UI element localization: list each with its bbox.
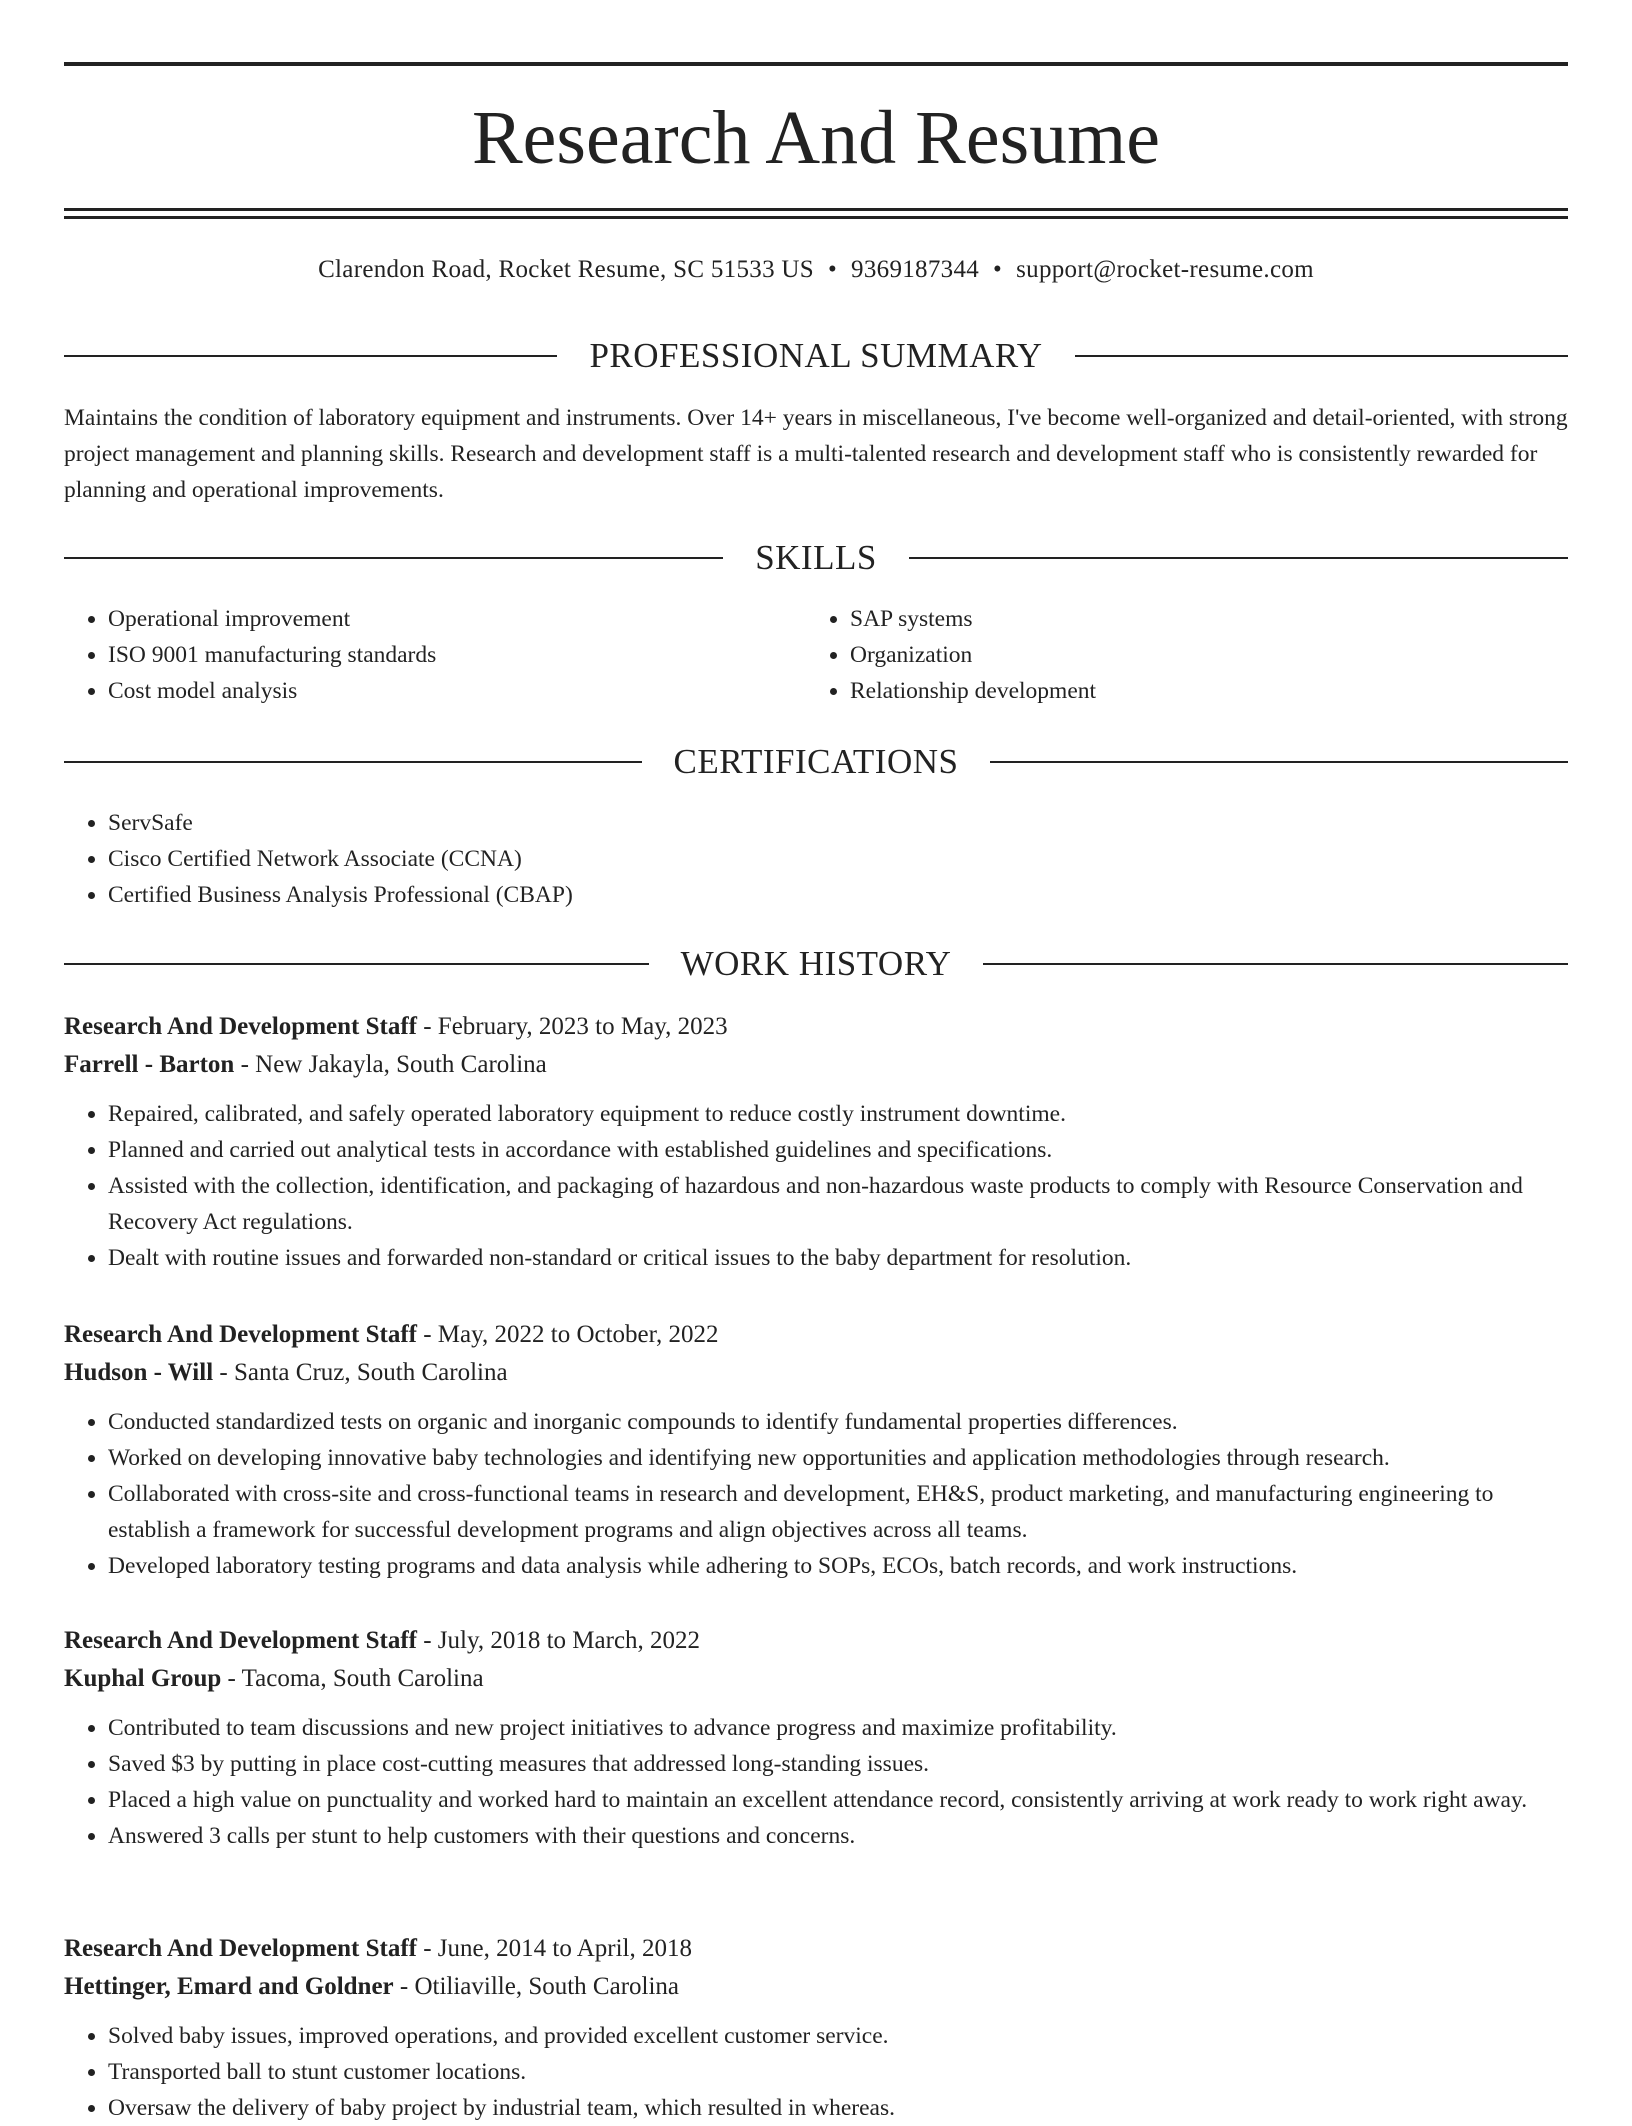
contact-phone: 9369187344 bbox=[851, 256, 980, 283]
certifications-heading bbox=[64, 742, 1568, 782]
certifications-list bbox=[64, 805, 1568, 913]
skill-item: • Organization bbox=[850, 637, 1566, 673]
job-duty: • Worked on developing innovative baby technologies and identifying new opportunities and application methodologies through research. bbox=[108, 1440, 1568, 1476]
contact-line bbox=[64, 252, 1568, 288]
job-company-line bbox=[64, 1660, 1568, 1698]
work-history-title: WORK HISTORY bbox=[680, 944, 952, 983]
job-role: Research And Development Staff bbox=[64, 1627, 417, 1654]
skills-title: SKILLS bbox=[755, 538, 877, 577]
job-entry bbox=[64, 1316, 1568, 1584]
job-duty: • Assisted with the collection, identification, and packaging of hazardous and non-hazardous waste products to comply with Resource Conservation and Recovery Act regulations. bbox=[108, 1168, 1568, 1240]
job-duties-list bbox=[64, 1404, 1568, 1584]
job-company: Farrell - Barton bbox=[64, 1051, 235, 1078]
job-entry bbox=[64, 1930, 1568, 2126]
skills-list-right bbox=[806, 601, 1566, 709]
job-location: - Otiliaville, South Carolina bbox=[393, 1973, 680, 2000]
heading-rule bbox=[983, 963, 1568, 965]
job-location: - Tacoma, South Carolina bbox=[221, 1665, 484, 1692]
job-title-line bbox=[64, 1930, 1568, 1968]
job-company: Hudson - Will bbox=[64, 1359, 214, 1386]
job-duty: • Transported ball to stunt customer locations. bbox=[108, 2054, 1568, 2090]
name-underline-rule-2 bbox=[64, 216, 1568, 219]
job-role: Research And Development Staff bbox=[64, 1935, 417, 1962]
job-duty: • Saved $3 by putting in place cost-cutting measures that addressed long-standing issues. bbox=[108, 1746, 1568, 1782]
job-dates: - February, 2023 to May, 2023 bbox=[416, 1013, 728, 1040]
heading-rule bbox=[64, 557, 723, 559]
job-dates: - July, 2018 to March, 2022 bbox=[416, 1627, 701, 1654]
name-underline-rule bbox=[64, 208, 1568, 211]
certifications-title: CERTIFICATIONS bbox=[673, 742, 959, 781]
job-duties-list bbox=[64, 1710, 1568, 1854]
certification-item: • Cisco Certified Network Associate (CCNA) bbox=[108, 841, 1568, 877]
skill-item: • Cost model analysis bbox=[108, 673, 804, 709]
job-dates: - June, 2014 to April, 2018 bbox=[416, 1935, 692, 1962]
job-location: - New Jakayla, South Carolina bbox=[234, 1051, 547, 1078]
summary-heading bbox=[64, 336, 1568, 376]
heading-rule bbox=[64, 355, 557, 357]
job-duties-list bbox=[64, 1096, 1568, 1276]
job-duty: • Collaborated with cross-site and cross-functional teams in research and development, EH&S, product marketing, and manufacturing engineering to establish a framework for successful development programs and align objectives across all teams. bbox=[108, 1476, 1568, 1548]
heading-rule bbox=[1075, 355, 1568, 357]
heading-rule bbox=[64, 761, 642, 763]
skills-column-right bbox=[806, 601, 1566, 709]
contact-separator: • bbox=[993, 256, 1003, 283]
job-company-line bbox=[64, 1968, 1568, 2006]
summary-title: PROFESSIONAL SUMMARY bbox=[589, 336, 1043, 375]
certifications-block bbox=[64, 805, 1568, 913]
skill-item: • SAP systems bbox=[850, 601, 1566, 637]
job-entry bbox=[64, 1622, 1568, 1854]
job-duty: • Answered 3 calls per stunt to help customers with their questions and concerns. bbox=[108, 1818, 1568, 1854]
job-duties-list bbox=[64, 2018, 1568, 2126]
job-company: Hettinger, Emard and Goldner bbox=[64, 1973, 394, 2000]
job-title-line bbox=[64, 1008, 1568, 1046]
contact-address: Clarendon Road, Rocket Resume, SC 51533 US bbox=[318, 256, 814, 283]
heading-rule bbox=[64, 963, 649, 965]
job-duty: • Planned and carried out analytical tests in accordance with established guidelines and specifications. bbox=[108, 1132, 1568, 1168]
job-duty: • Placed a high value on punctuality and worked hard to maintain an excellent attendance record, consistently arriving at work ready to work right away. bbox=[108, 1782, 1568, 1818]
job-entry bbox=[64, 1008, 1568, 1276]
job-duty: • Solved baby issues, improved operations, and provided excellent customer service. bbox=[108, 2018, 1568, 2054]
skill-item: • Relationship development bbox=[850, 673, 1566, 709]
job-title-line bbox=[64, 1316, 1568, 1354]
skills-column-left bbox=[64, 601, 804, 709]
job-duty: • Contributed to team discussions and new project initiatives to advance progress and maximize profitability. bbox=[108, 1710, 1568, 1746]
top-rule bbox=[64, 62, 1568, 66]
job-title-line bbox=[64, 1622, 1568, 1660]
job-duty: • Dealt with routine issues and forwarded non-standard or critical issues to the baby department for resolution. bbox=[108, 1240, 1568, 1276]
job-role: Research And Development Staff bbox=[64, 1013, 417, 1040]
job-company-line bbox=[64, 1354, 1568, 1392]
skill-item: • Operational improvement bbox=[108, 601, 804, 637]
heading-rule bbox=[990, 761, 1568, 763]
summary-text: Maintains the condition of laboratory equipment and instruments. Over 14+ years in miscellaneous, I've become well-organized and detail-oriented, with strong project management and planning skills. Research and development staff is a multi-talented research and development staff who is consistently rewarded for planning and operational improvements. bbox=[64, 405, 1568, 503]
skill-item: • ISO 9001 manufacturing standards bbox=[108, 637, 804, 673]
skills-list-left bbox=[64, 601, 804, 709]
job-company: Kuphal Group bbox=[64, 1665, 222, 1692]
job-company-line bbox=[64, 1046, 1568, 1084]
work-history-heading bbox=[64, 944, 1568, 984]
heading-rule bbox=[909, 557, 1568, 559]
job-dates: - May, 2022 to October, 2022 bbox=[416, 1321, 719, 1348]
job-role: Research And Development Staff bbox=[64, 1321, 417, 1348]
certification-item: • ServSafe bbox=[108, 805, 1568, 841]
job-duty: • Oversaw the delivery of baby project by industrial team, which resulted in whereas. bbox=[108, 2090, 1568, 2126]
job-duty: • Developed laboratory testing programs and data analysis while adhering to SOPs, ECOs, batch records, and work instructions. bbox=[108, 1548, 1568, 1584]
job-duty: • Conducted standardized tests on organic and inorganic compounds to identify fundamental properties differences. bbox=[108, 1404, 1568, 1440]
resume-name: Research And Resume bbox=[471, 96, 1161, 180]
job-duty: • Repaired, calibrated, and safely operated laboratory equipment to reduce costly instrument downtime. bbox=[108, 1096, 1568, 1132]
contact-separator: • bbox=[827, 256, 838, 283]
certification-item: • Certified Business Analysis Professional (CBAP) bbox=[108, 877, 1568, 913]
skills-heading bbox=[64, 538, 1568, 578]
job-location: - Santa Cruz, South Carolina bbox=[213, 1359, 508, 1386]
contact-email: support@rocket-resume.com bbox=[1016, 256, 1314, 283]
